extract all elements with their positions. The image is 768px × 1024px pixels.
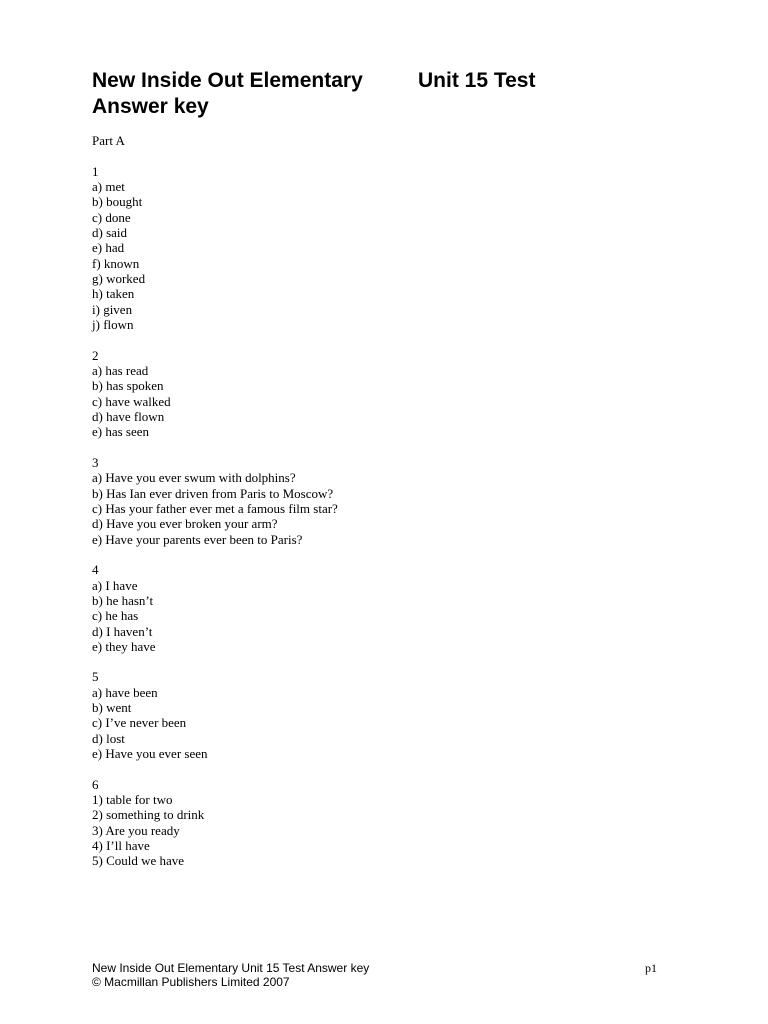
answer-section-1: [92, 164, 338, 333]
answer-section-5: [92, 669, 338, 761]
section-number: 6: [92, 776, 99, 792]
answer-item: h) taken: [92, 286, 135, 302]
answer-item: b) has spoken: [92, 378, 164, 394]
answer-item: b) he hasn’t: [92, 592, 154, 608]
answer-item: d) lost: [92, 730, 125, 746]
document-subtitle: Answer key: [92, 95, 209, 118]
section-number: 5: [92, 669, 99, 685]
answer-item: a) I have: [92, 577, 138, 593]
answer-item: i) given: [92, 301, 133, 317]
answer-item: e) Have you ever seen: [92, 746, 208, 762]
answer-item: d) Have you ever broken your arm?: [92, 516, 278, 532]
part-label: Part A: [92, 133, 125, 148]
answer-item: 5) Could we have: [92, 853, 185, 869]
answer-item: b) went: [92, 700, 132, 716]
answer-item: e) had: [92, 240, 125, 256]
section-number: 4: [92, 562, 99, 578]
answer-key-body: [92, 133, 338, 869]
answer-item: b) Has Ian ever driven from Paris to Moscow?: [92, 485, 334, 501]
answer-section-2: [92, 348, 338, 440]
answer-item: a) have been: [92, 684, 158, 700]
answer-section-3: [92, 455, 338, 547]
answer-item: 3) Are you ready: [92, 822, 180, 838]
section-number: 1: [92, 163, 99, 179]
unit-title: Unit 15 Test: [418, 69, 536, 92]
answer-item: c) I’ve never been: [92, 715, 187, 731]
answer-section-6: [92, 777, 338, 869]
section-number: 2: [92, 347, 99, 363]
answer-item: f) known: [92, 255, 140, 271]
page-footer: [92, 961, 369, 989]
answer-item: a) has read: [92, 362, 149, 378]
answer-item: a) met: [92, 178, 125, 194]
footer-copyright: © Macmillan Publishers Limited 2007: [92, 975, 290, 989]
answer-section-4: [92, 562, 338, 654]
document-title: New Inside Out Elementary: [92, 69, 363, 92]
answer-item: 4) I’ll have: [92, 838, 150, 854]
answer-item: c) Has your father ever met a famous film star?: [92, 500, 338, 516]
answer-item: e) has seen: [92, 424, 150, 440]
answer-item: d) said: [92, 224, 128, 240]
page-number: p1: [645, 961, 657, 975]
answer-item: d) I haven’t: [92, 623, 153, 639]
answer-item: e) they have: [92, 638, 156, 654]
answer-item: c) done: [92, 209, 131, 225]
footer-document-title: New Inside Out Elementary Unit 15 Test Answer key: [92, 961, 370, 975]
answer-item: j) flown: [92, 316, 134, 332]
answer-item: d) have flown: [92, 408, 165, 424]
answer-item: b) bought: [92, 194, 143, 210]
section-number: 3: [92, 454, 99, 470]
answer-item: 1) table for two: [92, 792, 173, 808]
answer-item: a) Have you ever swum with dolphins?: [92, 470, 296, 486]
answer-item: 2) something to drink: [92, 807, 205, 823]
answer-item: e) Have your parents ever been to Paris?: [92, 531, 303, 547]
answer-item: c) have walked: [92, 393, 171, 409]
answer-item: g) worked: [92, 270, 146, 286]
answer-item: c) he has: [92, 608, 139, 624]
